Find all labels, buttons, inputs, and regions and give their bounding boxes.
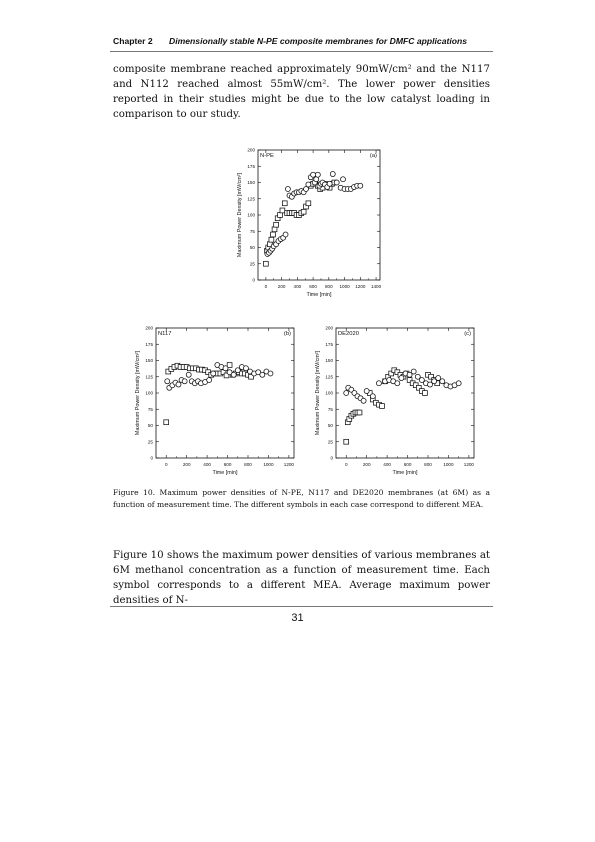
y-tick-label: 75 xyxy=(147,406,153,412)
data-point-circle xyxy=(306,182,311,187)
y-tick-label: 125 xyxy=(145,374,153,380)
data-point-circle xyxy=(344,391,349,396)
data-point-square xyxy=(164,420,169,425)
chart-svg xyxy=(130,324,300,479)
x-tick-label: 1000 xyxy=(263,462,274,467)
footer-rule xyxy=(110,606,493,607)
data-point-circle xyxy=(283,232,288,237)
y-tick-label: 175 xyxy=(325,341,333,347)
y-tick-label: 175 xyxy=(247,163,255,169)
panel-name-label: N-PE xyxy=(260,153,274,159)
data-point-circle xyxy=(370,394,375,399)
x-axis-label: Time [min] xyxy=(212,470,238,476)
y-axis-label: Maximum Power Density [mW/cm²] xyxy=(237,172,243,258)
data-point-square xyxy=(271,232,276,237)
data-point-circle xyxy=(341,177,346,182)
data-point-circle xyxy=(395,381,400,386)
y-tick-label: 50 xyxy=(327,423,333,429)
y-tick-label: 200 xyxy=(325,325,333,331)
y-axis-label: Maximum Power Density [mW/cm²] xyxy=(135,350,141,436)
x-tick-label: 800 xyxy=(244,462,252,467)
data-point-square xyxy=(278,213,283,218)
paragraph-discussion: Figure 10 shows the maximum power densities of various membranes at 6M methanol concentration as a function of measurement time. Each symbol corresponds to a different MEA. Average maximum power densities of N- xyxy=(113,550,490,606)
y-tick-label: 150 xyxy=(145,358,153,364)
y-tick-label: 125 xyxy=(325,374,333,380)
panel-letter-label: (c) xyxy=(464,331,471,337)
data-point-square xyxy=(423,391,428,396)
x-tick-label: 400 xyxy=(383,462,391,467)
y-tick-label: 100 xyxy=(325,390,333,396)
y-axis-label: Maximum Power Density [mW/cm²] xyxy=(315,350,321,436)
y-tick-label: 200 xyxy=(145,325,153,331)
y-tick-label: 25 xyxy=(249,261,255,267)
x-tick-label: 0 xyxy=(344,462,348,467)
header-title: Dimensionally stable N-PE composite membranes for DMFC applications xyxy=(169,36,468,46)
header-chapter: Chapter 2 xyxy=(113,36,153,46)
chart-n-pe xyxy=(218,146,383,301)
panel-letter-label: (b) xyxy=(283,331,291,337)
chart-n117 xyxy=(130,324,300,479)
y-tick-label: 125 xyxy=(247,196,255,202)
plot-frame xyxy=(258,150,380,280)
data-point-circle xyxy=(207,378,212,383)
y-tick-label: 100 xyxy=(145,390,153,396)
data-point-circle xyxy=(186,372,191,377)
panel-name-label: N117 xyxy=(158,331,172,337)
header-rule xyxy=(110,51,493,52)
x-tick-label: 400 xyxy=(203,462,211,467)
y-tick-label: 25 xyxy=(327,439,333,445)
x-tick-label: 600 xyxy=(403,462,412,467)
x-tick-label: 800 xyxy=(325,284,333,289)
x-tick-label: 1200 xyxy=(463,462,475,467)
page-number: 31 xyxy=(291,612,304,624)
data-point-circle xyxy=(182,379,187,384)
data-point-circle xyxy=(231,372,236,377)
data-point-square xyxy=(380,404,385,409)
plot-frame xyxy=(156,328,294,458)
x-tick-label: 1400 xyxy=(370,284,382,289)
x-tick-label: 0 xyxy=(164,462,168,467)
y-tick-label: 50 xyxy=(249,245,255,251)
chart-svg xyxy=(310,324,480,479)
y-tick-label: 0 xyxy=(330,455,333,461)
x-tick-label: 800 xyxy=(424,462,432,467)
data-point-square xyxy=(272,227,277,232)
y-tick-label: 0 xyxy=(252,277,255,283)
x-tick-label: 600 xyxy=(309,284,317,289)
data-point-square xyxy=(357,410,362,415)
data-point-circle xyxy=(456,381,461,386)
data-point-square xyxy=(269,237,274,242)
y-tick-label: 75 xyxy=(249,228,255,234)
y-tick-label: 175 xyxy=(145,341,153,347)
y-tick-label: 200 xyxy=(247,147,255,153)
data-point-circle xyxy=(223,366,228,371)
x-tick-label: 600 xyxy=(223,462,232,467)
data-point-circle xyxy=(334,180,339,185)
x-tick-label: 1200 xyxy=(355,284,366,289)
data-point-circle xyxy=(440,379,445,384)
figure-caption: Figure 10. Maximum power densities of N-PE, N117 and DE2020 membranes (at 6M) as a function of measurement time. The different symbols in each case correspond to different MEA. xyxy=(113,488,490,510)
data-point-circle xyxy=(211,371,216,376)
data-point-circle xyxy=(330,172,335,177)
data-point-square xyxy=(280,208,285,213)
x-axis-label: Time [min] xyxy=(306,292,332,298)
data-point-circle xyxy=(285,187,290,192)
data-point-circle xyxy=(311,172,316,177)
data-point-circle xyxy=(411,369,416,374)
x-tick-label: 200 xyxy=(277,284,286,289)
x-tick-label: 1000 xyxy=(339,284,350,289)
panel-letter-label: (a) xyxy=(369,153,377,159)
x-tick-label: 0 xyxy=(264,284,268,289)
data-point-circle xyxy=(165,379,170,384)
chart-svg xyxy=(218,146,383,301)
data-point-circle xyxy=(364,389,369,394)
panel-name-label: DE2020 xyxy=(338,331,359,337)
data-point-square xyxy=(344,439,349,444)
x-tick-label: 200 xyxy=(362,462,371,467)
x-tick-label: 200 xyxy=(182,462,191,467)
x-axis-label: Time [min] xyxy=(392,470,418,476)
data-point-circle xyxy=(176,382,181,387)
running-header xyxy=(113,36,493,46)
data-point-circle xyxy=(315,172,320,177)
y-tick-label: 100 xyxy=(247,212,255,218)
y-tick-label: 0 xyxy=(150,455,153,461)
data-point-circle xyxy=(327,181,332,186)
data-point-square xyxy=(301,209,306,214)
data-point-circle xyxy=(361,398,366,403)
data-point-square xyxy=(263,261,268,266)
data-point-circle xyxy=(358,183,363,188)
chart-de2020 xyxy=(310,324,480,479)
x-tick-label: 400 xyxy=(293,284,302,289)
data-point-square xyxy=(282,201,287,206)
y-tick-label: 150 xyxy=(325,358,333,364)
y-tick-label: 150 xyxy=(247,180,255,186)
data-point-square xyxy=(306,201,311,206)
data-point-square xyxy=(227,363,232,368)
data-point-square xyxy=(274,222,279,227)
data-point-circle xyxy=(376,381,381,386)
x-tick-label: 1200 xyxy=(283,462,295,467)
paragraph-intro: composite membrane reached approximately 90mW/cm² and the N117 and N112 reached almost 55mW/cm². The lower power densities reported in their studies might be due to the low catalyst loading in comparison to our study. xyxy=(113,64,490,120)
y-tick-label: 75 xyxy=(327,406,333,412)
y-tick-label: 25 xyxy=(147,439,153,445)
data-point-circle xyxy=(268,371,273,376)
y-tick-label: 50 xyxy=(147,423,153,429)
x-tick-label: 1000 xyxy=(443,462,454,467)
data-point-circle xyxy=(399,376,404,381)
